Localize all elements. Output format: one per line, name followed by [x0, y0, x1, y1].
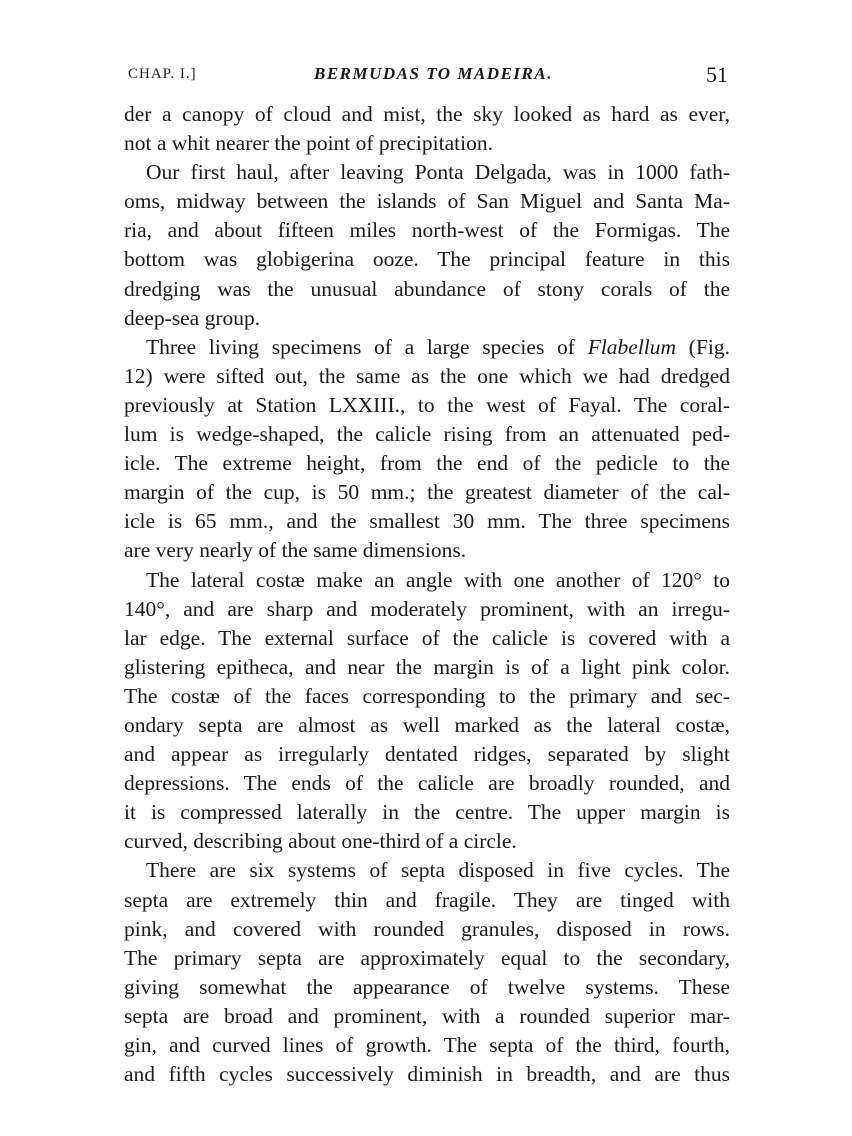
text-line: dredging was the unusual abundance of stony corals of the: [124, 276, 730, 301]
text-line: bottom was globigerina ooze. The principal feature in this: [124, 247, 730, 272]
text-line: der a canopy of cloud and mist, the sky looked as hard as ever,: [124, 102, 730, 126]
text-line: lum is wedge-shaped, the calicle rising from an attenuated ped-: [124, 422, 730, 447]
text-line: 12) were sifted out, the same as the one which we had dredged: [124, 363, 730, 388]
text-line: There are six systems of septa disposed in five cycles. The: [146, 858, 730, 883]
text-line: ondary septa are almost as well marked as the lateral costæ,: [124, 712, 730, 737]
text-line: oms, midway between the islands of San Miguel and Santa Ma-: [124, 189, 730, 214]
chapter-label: CHAP. I.]: [128, 66, 197, 82]
running-title: BERMUDAS TO MADEIRA.: [314, 64, 553, 83]
text-line: depressions. The ends of the calicle are broadly rounded, and: [124, 771, 730, 796]
text-line: pink, and covered with rounded granules, disposed in rows.: [124, 916, 730, 941]
text-line: previously at Station LXXIII., to the west of Fayal. The coral-: [124, 392, 730, 417]
text-line: 140°, and are sharp and moderately prominent, with an irregu-: [124, 596, 730, 621]
text-line: lar edge. The external surface of the calicle is covered with a: [124, 625, 730, 650]
text-line: are very nearly of the same dimensions.: [124, 538, 467, 563]
text-line: icle is 65 mm., and the smallest 30 mm. The three specimens: [124, 509, 730, 534]
text-line: it is compressed laterally in the centre. The upper margin is: [124, 800, 730, 825]
text-line: and appear as irregularly dentated ridges, separated by slight: [124, 742, 730, 767]
text-line: The costæ of the faces corresponding to the primary and sec-: [124, 683, 730, 708]
text-line: gin, and curved lines of growth. The septa of the third, fourth,: [124, 1033, 730, 1057]
text-line: The primary septa are approximately equal to the secondary,: [124, 945, 730, 970]
text-line: The lateral costæ make an angle with one another of 120° to: [146, 567, 730, 592]
text-line: septa are extremely thin and fragile. They are tinged with: [124, 887, 730, 912]
text-line: Our first haul, after leaving Ponta Delgada, was in 1000 fath-: [146, 160, 730, 185]
text-line: septa are broad and prominent, with a rounded superior mar-: [124, 1003, 730, 1028]
text-line: Three living specimens of a large species of Flabellum (Fig.: [146, 334, 731, 359]
text-line: not a whit nearer the point of precipitation.: [124, 131, 493, 156]
text-line: curved, describing about one-third of a circle.: [124, 829, 517, 854]
text-line: margin of the cup, is 50 mm.; the greatest diameter of the cal-: [124, 480, 730, 505]
text-line: deep-sea group.: [124, 305, 261, 330]
text-line: icle. The extreme height, from the end of the pedicle to the: [124, 451, 730, 476]
running-head: [124, 62, 732, 92]
page-number: 51: [706, 62, 728, 87]
text-line: ria, and about fifteen miles north-west of the Formigas. The: [124, 218, 730, 243]
text-line: and fifth cycles successively diminish in breadth, and are thus: [124, 1062, 730, 1087]
text-line: giving somewhat the appearance of twelve systems. These: [124, 974, 730, 999]
text-line: glistering epitheca, and near the margin is of a light pink color.: [124, 654, 730, 679]
body-text: [124, 100, 730, 1089]
